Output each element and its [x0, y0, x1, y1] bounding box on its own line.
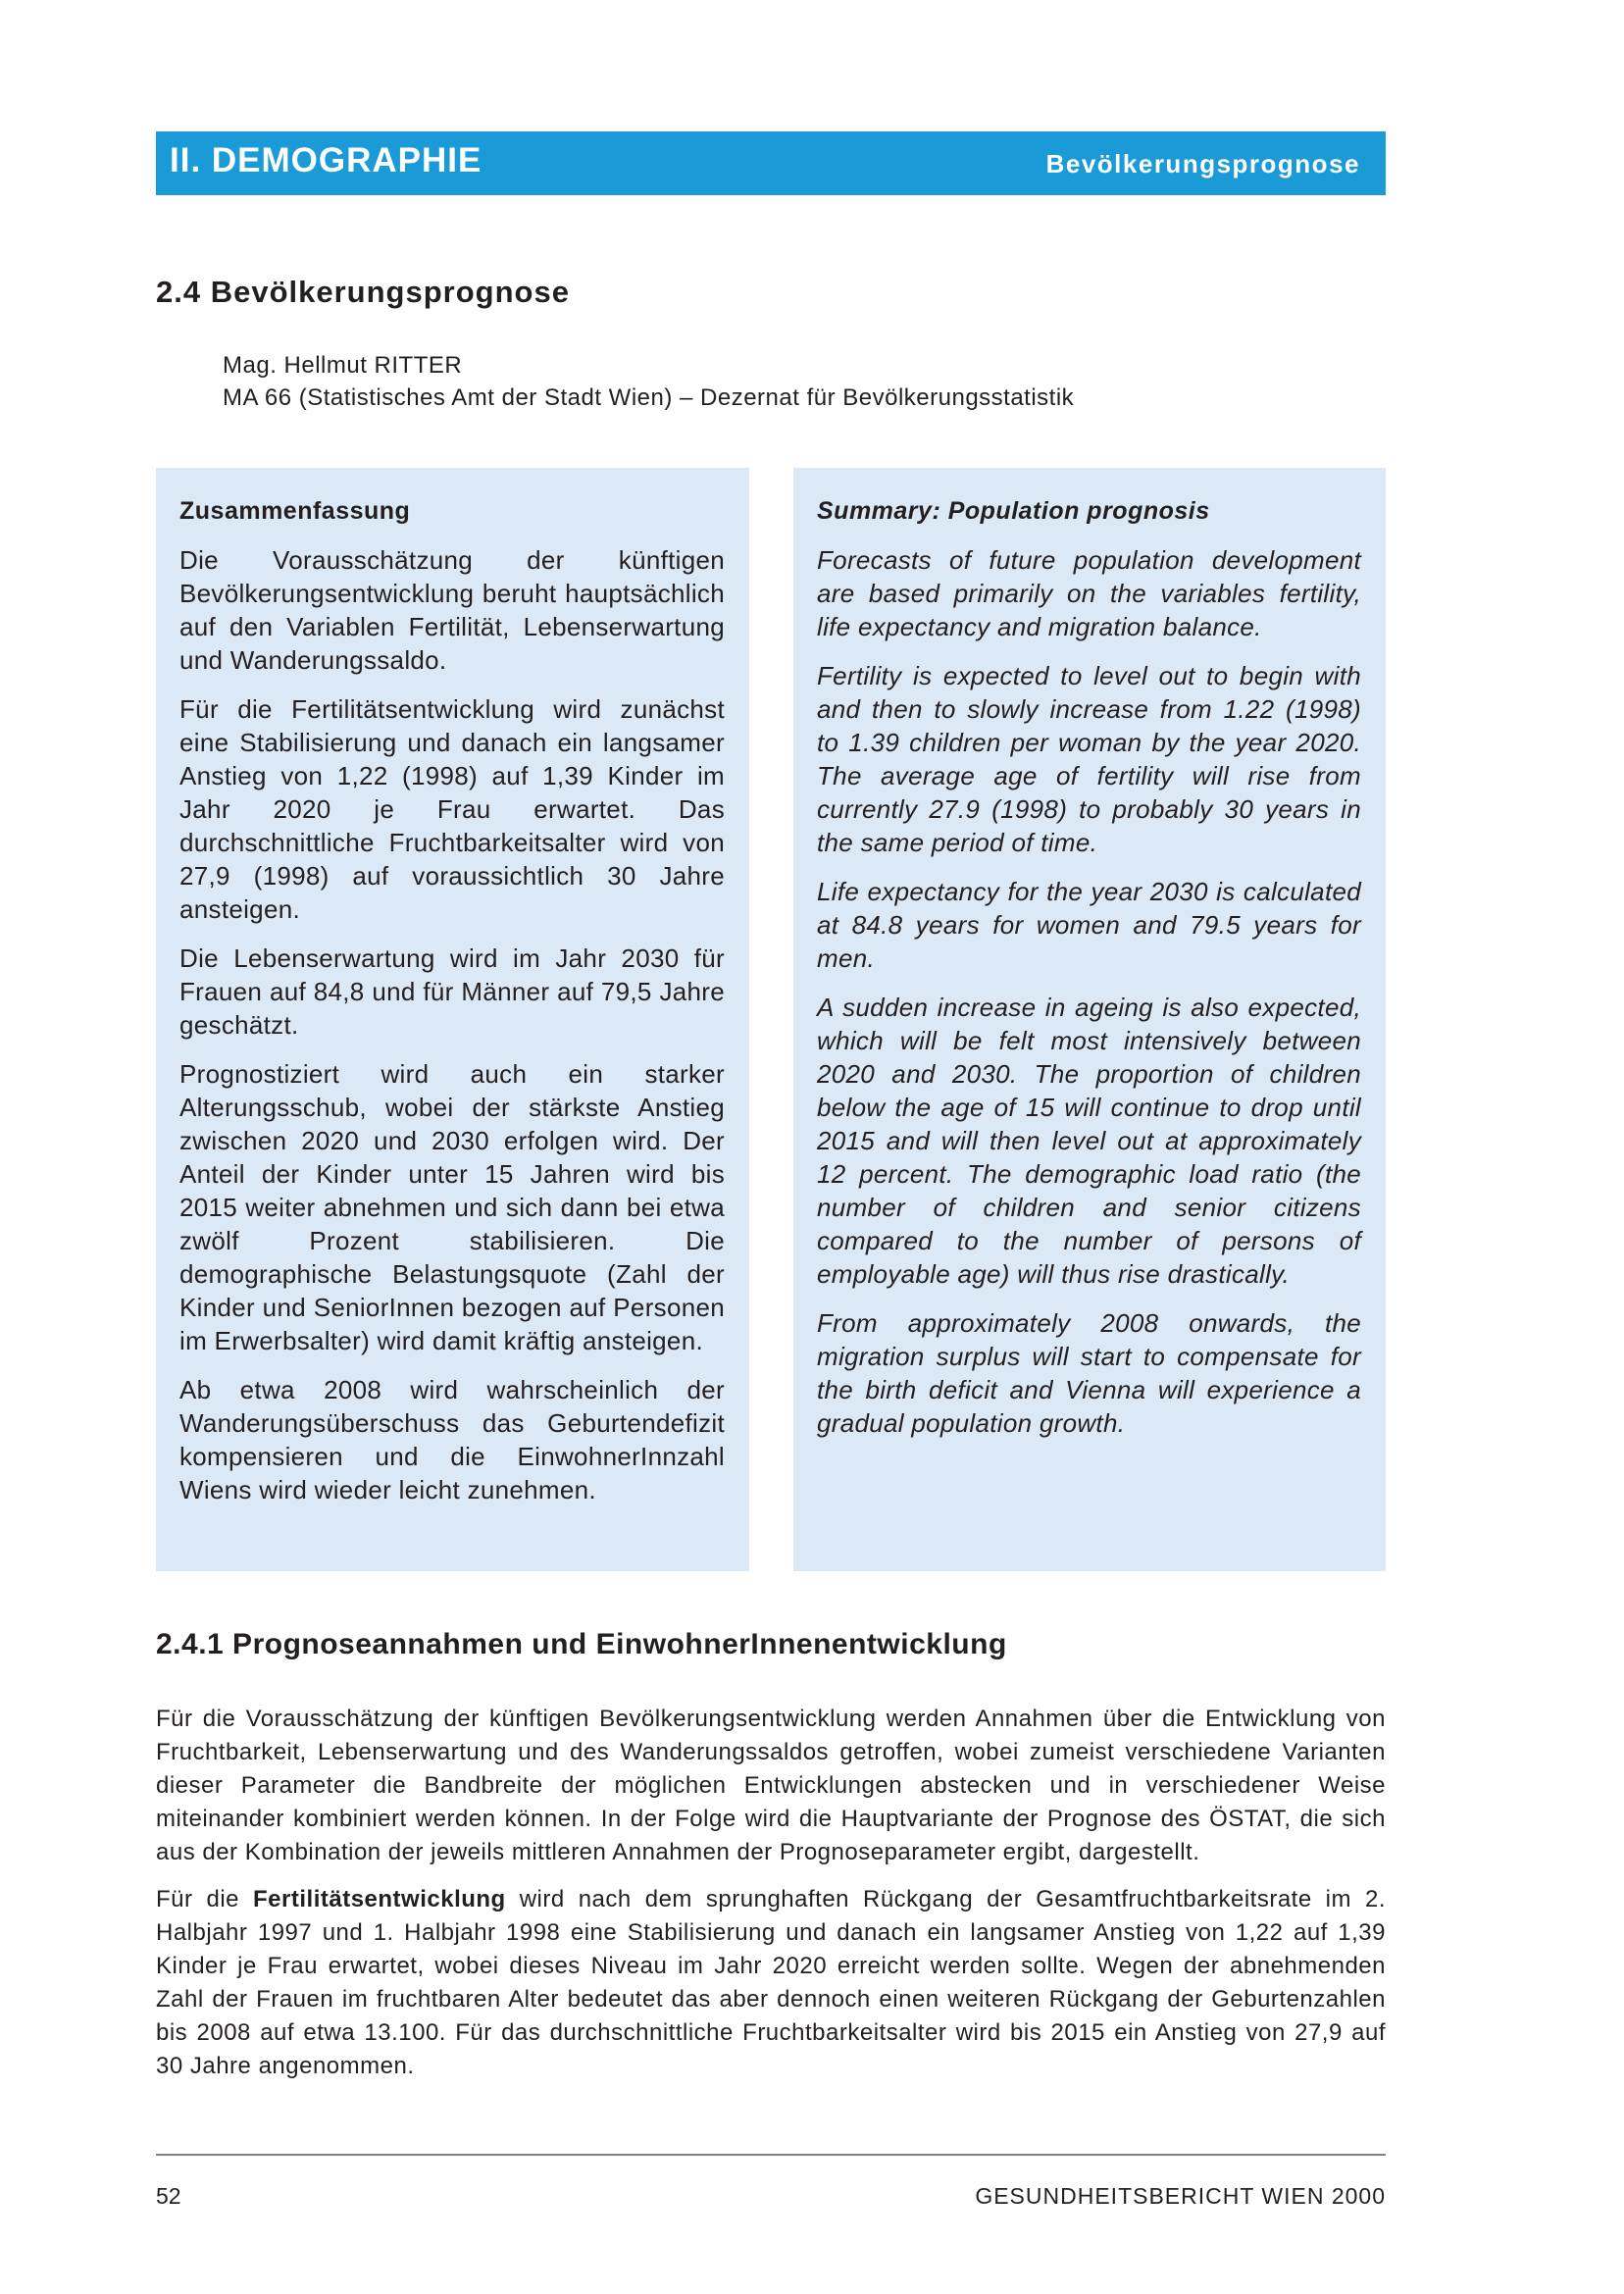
body-paragraph-1: Für die Vorausschätzung der künftigen Bevölkerungsentwicklung werden Annahmen über die Entwicklung von Fruchtbarkeit, Lebenserwartung und des Wanderungssaldos getroffen, wobei zumeist verschiedene Varianten dieser Parameter die Bandbreite der möglichen Entwicklungen abstecken und in verschiedener Weise miteinander kombiniert werden können. In der Folge wird die Hauptvariante der Prognose des ÖSTAT, die sich aus der Kombination der jeweils mittleren Annahmen der Prognoseparameter ergibt, dargestellt. [156, 1706, 1386, 1865]
summary-paragraph: Ab etwa 2008 wird wahrscheinlich der Wanderungsüberschuss das Geburtendefizit kompensieren und die EinwohnerInnzahl Wiens wird wieder leicht zunehmen. [179, 1375, 725, 1504]
chapter-subtitle: Bevölkerungsprognose [1045, 149, 1360, 178]
author-block [223, 349, 1074, 414]
author-name: Mag. Hellmut RITTER [223, 352, 463, 379]
body-paragraph-2-text: wird nach dem sprunghaften Rückgang der Gesamtfruchtbarkeitsrate im 2. Halbjahr 1997 und 1. Halbjahr 1998 eine Stabilisierung und danach ein langsamer Anstieg von 1,22 auf 1,39 Kinder je Frau erwartet, wobei dieses Niveau im Jahr 2020 erreicht werden sollte. Wegen der abnehmenden Zahl der Frauen im fruchtbaren Alter bedeutet das aber dennoch einen weiteren Rückgang der Geburtenzahlen bis 2008 auf etwa 13.100. Für das durchschnittliche Fruchtbarkeitsalter wird bis 2015 ein Anstieg von 27,9 auf 30 Jahre angenommen. [156, 1886, 1386, 2079]
body-paragraph-2-intro: Für die [156, 1886, 254, 1912]
summary-paragraph: Life expectancy for the year 2030 is calculated at 84.8 years for women and 79.5 years for men. [817, 877, 1361, 973]
body-text [156, 1703, 1386, 2097]
publication-title: GESUNDHEITSBERICHT WIEN 2000 [975, 2183, 1386, 2209]
summary-box-german [156, 468, 749, 1571]
footer-divider [156, 2154, 1386, 2156]
fertility-term: Fertilitätsentwicklung [253, 1886, 506, 1912]
subsection-title: 2.4.1 Prognoseannahmen und EinwohnerInnenentwicklung [156, 1628, 1007, 1660]
author-affiliation: MA 66 (Statistisches Amt der Stadt Wien) – Dezernat für Bevölkerungsstatistik [223, 384, 1075, 411]
summary-heading-english: Summary: Population prognosis [817, 497, 1210, 525]
summary-paragraph: Die Vorausschätzung der künftigen Bevölkerungsentwicklung beruht hauptsächlich auf den Variablen Fertilität, Lebenserwartung und Wanderungssaldo. [179, 545, 725, 675]
chapter-title: II. DEMOGRAPHIE [170, 141, 482, 179]
summary-paragraph: Für die Fertilitätsentwicklung wird zunächst eine Stabilisierung und danach ein langsamer Anstieg von 1,22 (1998) auf 1,39 Kinder im Jahr 2020 je Frau erwartet. Das durchschnittliche Fruchtbarkeitsalter wird von 27,9 (1998) auf voraussichtlich 30 Jahre ansteigen. [179, 694, 725, 924]
section-title: 2.4 Bevölkerungsprognose [156, 275, 570, 309]
body-paragraph-2 [156, 1883, 1386, 2083]
chapter-header-bar [156, 131, 1386, 195]
summary-paragraph: From approximately 2008 onwards, the migration surplus will start to compensate for the birth deficit and Vienna will experience a gradual population growth. [817, 1308, 1361, 1438]
summary-paragraph: Prognostiziert wird auch ein starker Alterungsschub, wobei der stärkste Anstieg zwischen 2020 und 2030 erfolgen wird. Der Anteil der Kinder unter 15 Jahren wird bis 2015 weiter abnehmen und sich dann bei etwa zwölf Prozent stabilisieren. Die demographische Belastungsquote (Zahl der Kinder und SeniorInnen bezogen auf Personen im Erwerbsalter) wird damit kräftig ansteigen. [179, 1059, 725, 1355]
summary-paragraph: Fertility is expected to level out to begin with and then to slowly increase from 1.22 (1998) to 1.39 children per woman by the year 2020. The average age of fertility will rise from currently 27.9 (1998) to probably 30 years in the same period of time. [817, 661, 1361, 857]
summary-box-english [793, 468, 1386, 1571]
summary-paragraph: Forecasts of future population development are based primarily on the variables fertility, life expectancy and migration balance. [817, 545, 1361, 641]
page-number: 52 [156, 2183, 181, 2209]
summary-paragraph: Die Lebenserwartung wird im Jahr 2030 für Frauen auf 84,8 und für Männer auf 79,5 Jahre geschätzt. [179, 943, 725, 1040]
summary-heading-german: Zusammenfassung [179, 497, 411, 525]
summary-paragraph: A sudden increase in ageing is also expected, which will be felt most intensively between 2020 and 2030. The proportion of children below the age of 15 will continue to drop until 2015 and will then level out at approximately 12 percent. The demographic load ratio (the number of children and senior citizens compared to the number of persons of employable age) will thus rise drastically. [817, 993, 1361, 1289]
